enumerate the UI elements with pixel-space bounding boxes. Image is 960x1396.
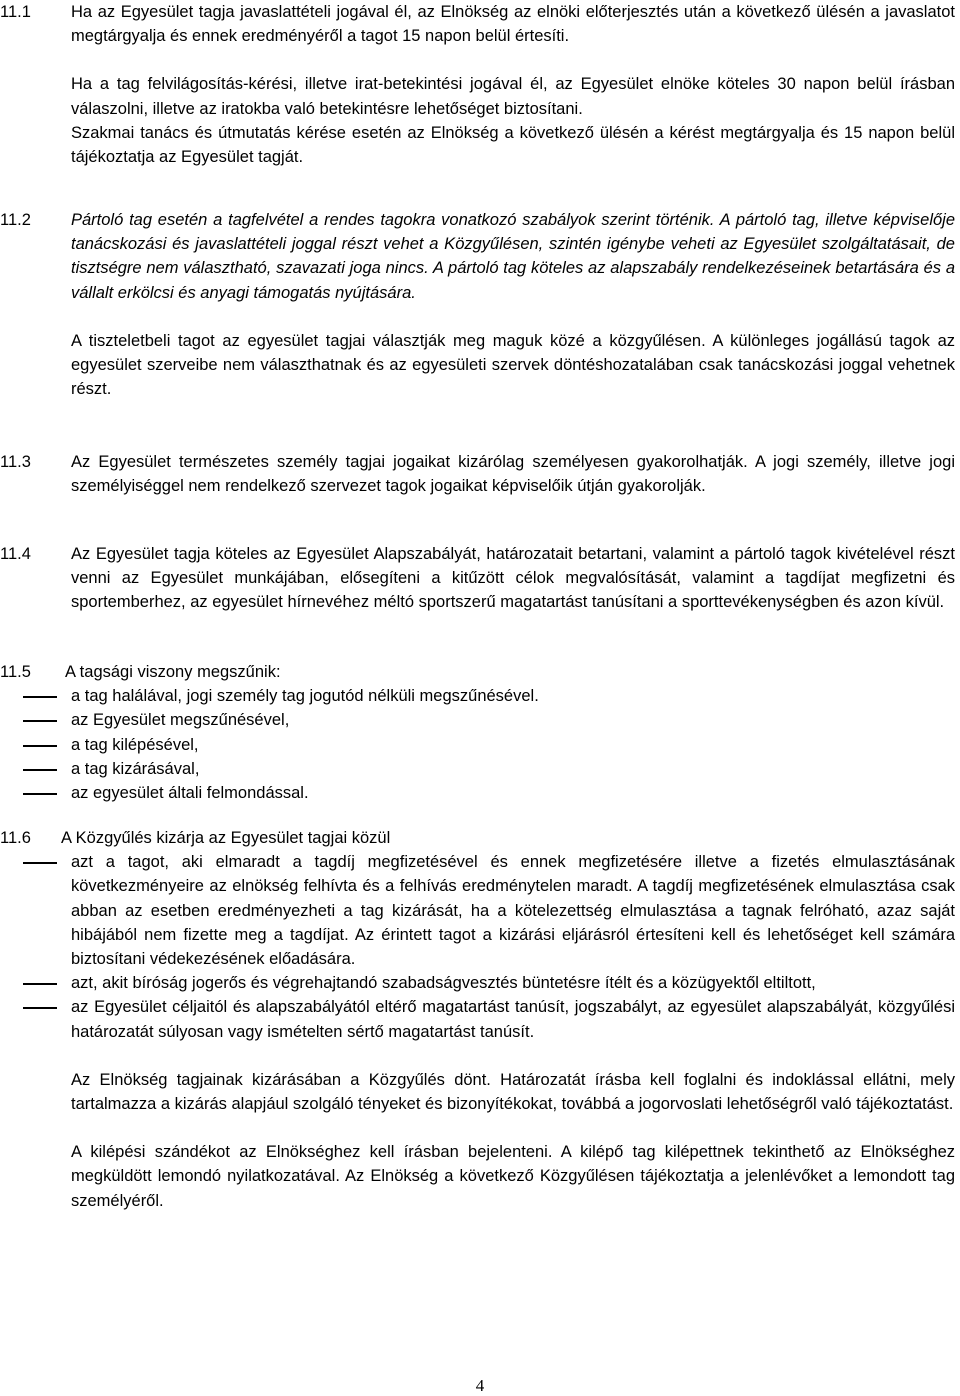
list-item: azt, akit bíróság jogerős és végrehajtandó szabadságvesztés büntetésre ítélt és a közügyektől eltiltott, [71,971,955,995]
section-11-2 [0,208,960,401]
section-11-1 [0,0,960,169]
list-item: az Egyesület megszűnésével, [71,708,955,732]
section-body [71,450,955,498]
paragraph: A tiszteletbeli tagot az egyesület tagjai választják meg maguk közé a közgyűlésen. A különleges jogállású tagok az egyesület szerveibe nem választhatnak és az egyesületi szervek döntéshozatalában csak tanácskozási joggal vehetnek részt. [71,331,955,399]
paragraph: A kilépési szándékot az Elnökséghez kell írásban bejelenteni. A kilépő tag kilépettnek tekinthető az Elnökséghez megküldött lemondó nyilatkozatával. Az Elnökség a következő Közgyűlésen tájékoztatja a jelenlévőket a lemondott tag személyéről. [71,1143,955,1210]
paragraph: Pártoló tag esetén a tagfelvétel a rendes tagokra vonatkozó szabályok szerint történik. A pártoló tag, illetve képviselője tanácskozási és javaslattételi joggal részt vehet a Közgyűlésen, szintén igénybe veheti az Egyesület szolgáltatásait, de tisztségre nem választható, szavazati joga nincs. A pártoló tag köteles az alapszabály rendelkezéseinek betartására és a vállalt erkölcsi és anyagi támogatás nyújtására. [71,211,955,302]
list-item: a tag kilépésével, [71,733,955,757]
section-11-3 [0,450,960,498]
paragraph: Ha a tag felvilágosítás-kérési, illetve irat-betekintési jogával él, az Egyesület elnöke köteles 30 napon belül írásban válaszolni, illetve az iratokba való betekintésre lehetőséget biztosítani. [71,75,955,118]
section-body [71,1044,955,1213]
section-heading: A tagsági viszony megszűnik: [65,663,281,681]
section-body [71,208,955,401]
list-item: azt a tagot, aki elmaradt a tagdíj megfizetésével és ennek megfizetésére illetve a fizetés elmulasztásának következményeire az elnökség felhívta és a felhívás eredménytelen maradt. A tagdíj megfizetésének elmulasztása csak abban az esetben eredményezheti a tag kizárását, ha a kötelezettség elmulasztása a tagnak felróható, azaz saját hibájából nem fizette meg a tagdíjat. Az érintett tagot a kizárási eljárásról értesíteni kell és lehetőséget kell számára biztosítani védekezésének előadására. [71,850,955,971]
section-number: 11.3 [0,453,31,471]
termination-list [0,684,960,805]
section-11-5 [0,660,960,805]
section-number: 11.1 [0,3,31,21]
section-number: 11.2 [0,211,31,229]
section-body [71,0,955,169]
section-number: 11.4 [0,545,31,563]
list-item: a tag halálával, jogi személy tag jogutód nélküli megszűnésével. [71,684,955,708]
section-number: 11.5 [0,663,31,681]
section-number: 11.6 [0,829,31,847]
list-item: az egyesület általi felmondással. [71,781,955,805]
section-11-4 [0,542,960,615]
section-11-6 [0,826,960,1213]
section-body [71,542,955,615]
page-number: 4 [475,1376,485,1395]
list-item: az Egyesület céljaitól és alapszabályától eltérő magatartást tanúsít, jogszabályt, az egyesület alapszabályát, közgyűlési határozatát súlyosan vagy ismételten sértő magatartást tanúsít. [71,995,955,1043]
paragraph: Az Egyesület természetes személy tagjai jogaikat kizárólag személyesen gyakorolhatják. A jogi személy, illetve jogi személyiséggel nem rendelkező szervezet tagok jogaikat képviselőik útján gyakorolják. [71,453,955,496]
paragraph: Az Elnökség tagjainak kizárásában a Közgyűlés dönt. Határozatát írásba kell foglalni és indoklással ellátni, mely tartalmazza a kizárás alapjául szolgáló tényeket és bizonyítékokat, továbbá a jogorvoslati lehetőségről való tájékoztatást. [71,1070,955,1114]
paragraph: Az Egyesület tagja köteles az Egyesület Alapszabályát, határozatait betartani, valamint a pártoló tagok kivételével részt venni az Egyesület munkájában, elősegíteni a kitűzött célok megvalósítását, valamint a tagdíjat megfizetni és sportemberhez, az egyesület hírnevéhez méltó sportszerű magatartást tanúsítani a sporttevékenységben és azon kívül. [71,545,955,612]
list-item: a tag kizárásával, [71,757,955,781]
section-heading: A Közgyűlés kizárja az Egyesület tagjai közül [61,829,391,847]
exclusion-list [0,850,960,1044]
paragraph: Szakmai tanács és útmutatás kérése esetén az Elnökség a következő ülésén a kérést megtárgyalja és 15 napon belül tájékoztatja az Egyesület tagját. [71,123,955,167]
paragraph: Ha az Egyesület tagja javaslattételi jogával él, az Elnökség az elnöki előterjesztés után a következő ülésén a javaslatot megtárgyalja és ennek eredményéről a tagot 15 napon belül értesíti. [71,3,955,46]
